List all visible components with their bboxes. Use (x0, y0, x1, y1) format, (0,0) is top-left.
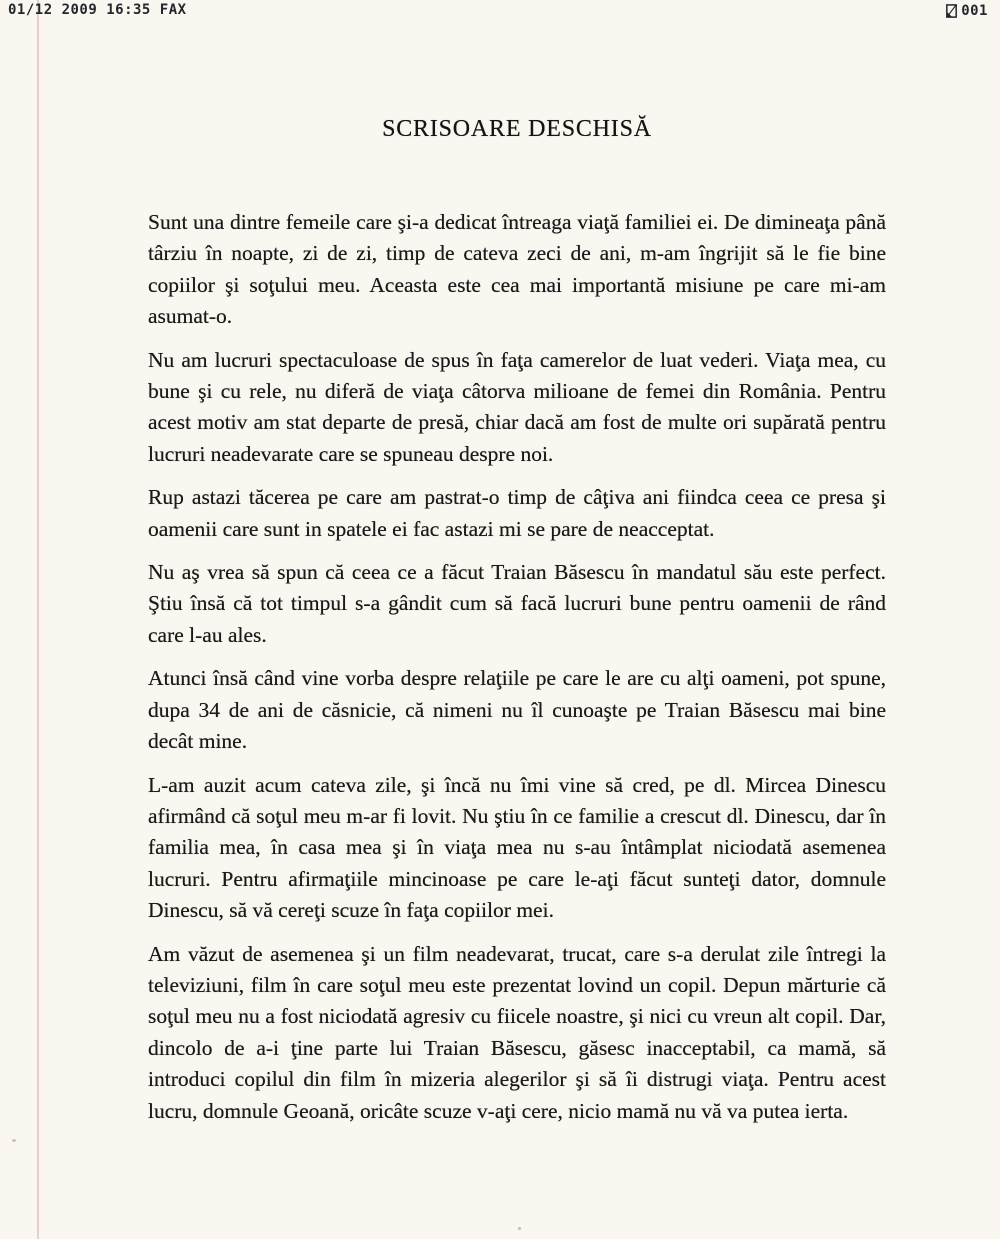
document-sheet-icon (944, 2, 959, 19)
paragraph-5: Atunci însă când vine vorba despre relaţiile pe care le are cu alţi oameni, pot spune, dupa 34 de ani de căsnicie, că nimeni nu îl cunoaşte pe Traian Băsescu mai bine decât mine. (148, 666, 886, 754)
scan-speck (518, 1227, 521, 1230)
paragraph-7: Am văzut de asemenea şi un film neadevarat, trucat, care s-a derulat zile întregi la televiziuni, film în care soţul meu este prezentat lovind un copil. Depun mărturie că soţul meu nu a fost niciodată agresiv cu fiicele noastre, şi nici cu vreun alt copil. Dar, dincolo de a-i ţine parte lui Traian Băsescu, găsesc inacceptabil, ca mamă, să introduci copilul din film în mizeria alegerilor şi să îi distrugi viaţa. Pentru acest lucru, domnule Geoană, oricâte scuze v-aţi cere, nicio mamă nu vă va putea ierta. (148, 941, 886, 1123)
paragraph-1: Sunt una dintre femeile care şi-a dedicat întreaga viaţă familiei ei. De dimineaţa până târziu în noapte, zi de zi, timp de cateva zeci de ani, m-am îngrijit să le fie bine copiilor şi soţului meu. Aceasta este cea mai importantă misiune pe care mi-am asumat-o. (148, 210, 886, 329)
paragraph-4: Nu aş vrea să spun că ceea ce a făcut Traian Băsescu în mandatul său este perfect. Ştiu însă că tot timpul s-a gândit cum să facă lucruri bune pentru oamenii de rând care l-au ales. (148, 560, 886, 647)
letter-title: SCRISOARE DESCHISĂ (382, 116, 652, 142)
paragraph-6: L-am auzit acum cateva zile, şi încă nu îmi vine să cred, pe dl. Mircea Dinescu afirmând că soţul meu m-ar fi lovit. Nu ştiu în ce familie a crescut dl. Dinescu, dar în familia mea, în casa mea şi în viaţa mea nu s-au întâmplat niciodată asemenea lucruri. Pentru afirmaţiile mincinoase pe care le-aţi făcut sunteţi dator, domnule Dinescu, să vă cereţi scuze în faţa copiilor mei. (148, 772, 886, 923)
fax-page-indicator (944, 2, 988, 19)
paragraph-2: Nu am lucruri spectaculoase de spus în faţa camerelor de luat vederi. Viaţa mea, cu bune şi cu rele, nu diferă de viaţa câtorva milioane de femei din România. Pentru acest motiv am stat departe de presă, chiar dacă am fost de multe ori supărată pentru lucruri neadevarate care se spuneau despre noi. (148, 347, 886, 466)
fax-timestamp: 01/12 2009 16:35 FAX (8, 2, 187, 18)
letter-body (148, 0, 886, 1139)
fax-page-number: 001 (961, 2, 988, 19)
scan-speck (12, 1139, 16, 1142)
paragraph-3: Rup astazi tăcerea pe care am pastrat-o timp de câţiva ani fiindca ceea ce presa şi oamenii care sunt in spatele ei fac astazi mi se pare de neacceptat. (148, 485, 886, 541)
scan-margin-line (37, 0, 39, 1239)
